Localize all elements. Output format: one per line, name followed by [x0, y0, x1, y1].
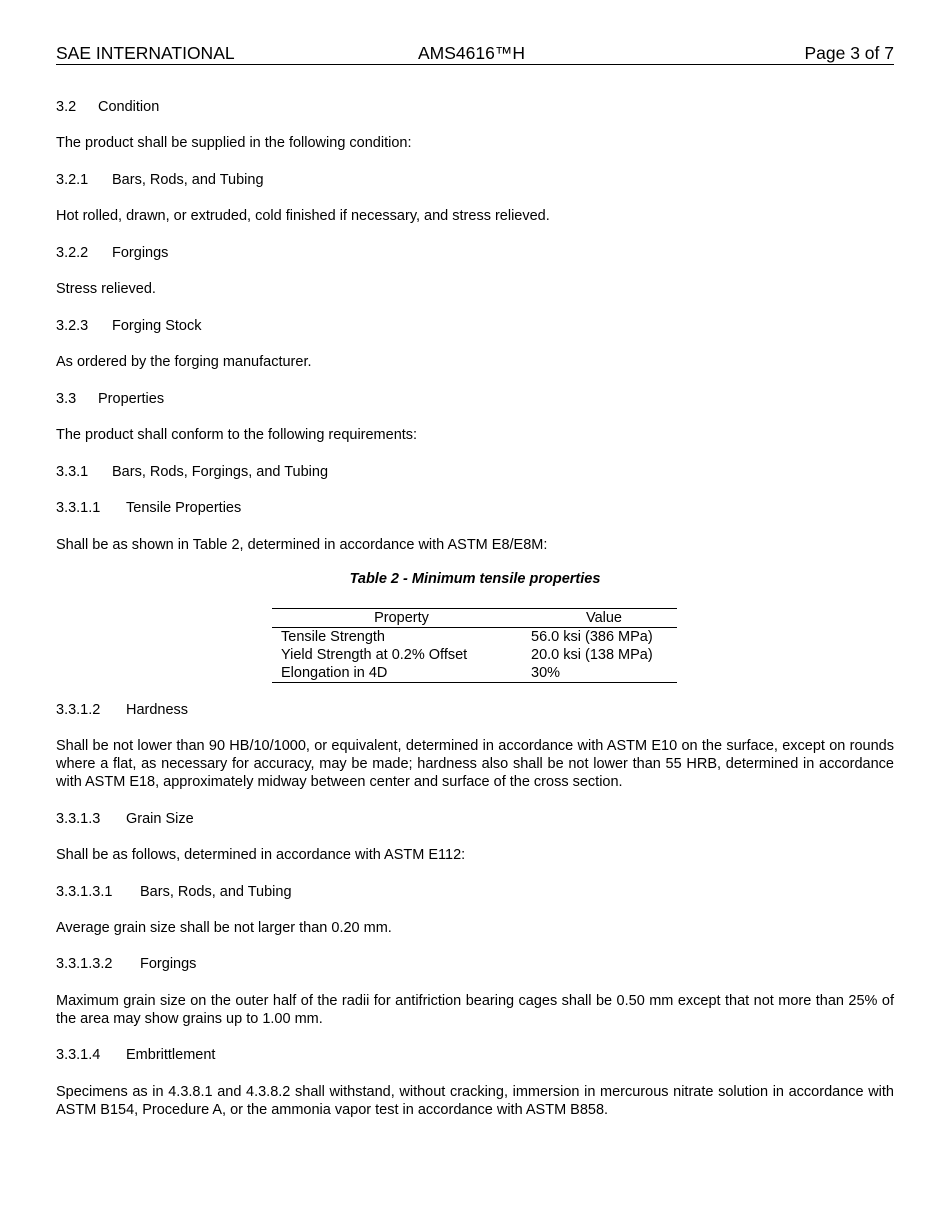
section-body-3-3: The product shall conform to the following requirements:: [56, 427, 418, 443]
section-heading-3-3-1: [56, 463, 894, 481]
section-body-3-3-1-3: Shall be as follows, determined in accordance with ASTM E112:: [56, 847, 466, 863]
section-heading-3-3-1-1: [56, 499, 894, 517]
section-title: Grain Size: [126, 811, 194, 827]
section-title: Condition: [98, 99, 160, 115]
table-row: [272, 628, 677, 647]
section-number: 3.3.1.2: [56, 702, 101, 718]
section-title: Forging Stock: [112, 318, 202, 334]
table-caption: Table 2 - Minimum tensile properties: [349, 571, 601, 587]
section-heading-3-3: [56, 390, 894, 408]
section-number: 3.2: [56, 99, 77, 115]
section-body-3-3-1-3-1: Average grain size shall be not larger than 0.20 mm.: [56, 920, 392, 936]
header-organization: SAE INTERNATIONAL: [56, 43, 235, 63]
table-header-row: [272, 609, 677, 628]
section-heading-3-3-1-3-1: [56, 883, 894, 901]
section-heading-3-3-1-3: [56, 810, 894, 828]
table-row: [272, 664, 677, 683]
section-number: 3.3.1: [56, 464, 89, 480]
section-heading-3-3-1-2: [56, 701, 894, 719]
table-cell-property: Yield Strength at 0.2% Offset: [281, 647, 468, 663]
section-title: Forgings: [112, 245, 169, 261]
table-cell-value: 20.0 ksi (138 MPa): [531, 647, 653, 663]
section-heading-3-2: [56, 98, 894, 116]
section-title: Forgings: [140, 956, 197, 972]
table-cell-value: 56.0 ksi (386 MPa): [531, 629, 653, 645]
section-heading-3-3-1-4: [56, 1046, 894, 1064]
page-header: [56, 43, 894, 65]
section-body-3-3-1-1: Shall be as shown in Table 2, determined in accordance with ASTM E8/E8M:: [56, 537, 548, 553]
section-body-3-2-2: Stress relieved.: [56, 281, 156, 297]
header-page-number: Page 3 of 7: [804, 43, 894, 63]
column-header-property: Property: [272, 609, 531, 628]
section-body-3-2-1: Hot rolled, drawn, or extruded, cold finished if necessary, and stress relieved.: [56, 208, 550, 224]
section-body-3-2: The product shall be supplied in the following condition:: [56, 135, 412, 151]
section-number: 3.3.1.4: [56, 1047, 101, 1063]
section-title: Properties: [98, 391, 165, 407]
section-body-3-3-1-4: Specimens as in 4.3.8.1 and 4.3.8.2 shall withstand, without cracking, immersion in mercurous nitrate solution in accordance with ASTM B154, Procedure A, or the ammonia vapor test in accordance with ASTM B858.: [56, 1084, 894, 1118]
section-number: 3.2.1: [56, 172, 89, 188]
section-number: 3.3.1.1: [56, 500, 101, 516]
section-number: 3.2.2: [56, 245, 89, 261]
section-number: 3.3.1.3.1: [56, 884, 113, 900]
table-row: [272, 646, 677, 664]
section-heading-3-2-2: [56, 244, 894, 262]
tensile-properties-table: [272, 608, 677, 683]
section-heading-3-2-1: [56, 171, 894, 189]
section-title: Bars, Rods, and Tubing: [140, 884, 292, 900]
section-title: Tensile Properties: [126, 500, 242, 516]
section-body-3-3-1-2: Shall be not lower than 90 HB/10/1000, or equivalent, determined in accordance with ASTM E10 on the surface, except on rounds where a flat, as necessary for accuracy, may be made; hardness also shall be not lower than 55 HRB, determined in accordance with ASTM E18, approximately midway between center and surface of the cross section.: [56, 738, 894, 790]
section-heading-3-2-3: [56, 317, 894, 335]
table-cell-property: Elongation in 4D: [281, 665, 388, 681]
section-body-3-3-1-3-2: Maximum grain size on the outer half of the radii for antifriction bearing cages shall be 0.50 mm except that not more than 25% of the area may show grains up to 1.00 mm.: [56, 993, 894, 1027]
section-number: 3.2.3: [56, 318, 89, 334]
section-number: 3.3.1.3.2: [56, 956, 113, 972]
table-cell-property: Tensile Strength: [281, 629, 385, 645]
section-title: Bars, Rods, Forgings, and Tubing: [112, 464, 329, 480]
section-number: 3.3.1.3: [56, 811, 101, 827]
section-title: Embrittlement: [126, 1047, 216, 1063]
table-cell-value: 30%: [531, 665, 561, 681]
column-header-value: Value: [531, 609, 677, 628]
section-heading-3-3-1-3-2: [56, 955, 894, 973]
section-number: 3.3: [56, 391, 77, 407]
header-document-id: AMS4616™H: [418, 43, 525, 63]
section-title: Bars, Rods, and Tubing: [112, 172, 264, 188]
section-body-3-2-3: As ordered by the forging manufacturer.: [56, 354, 312, 370]
section-title: Hardness: [126, 702, 189, 718]
